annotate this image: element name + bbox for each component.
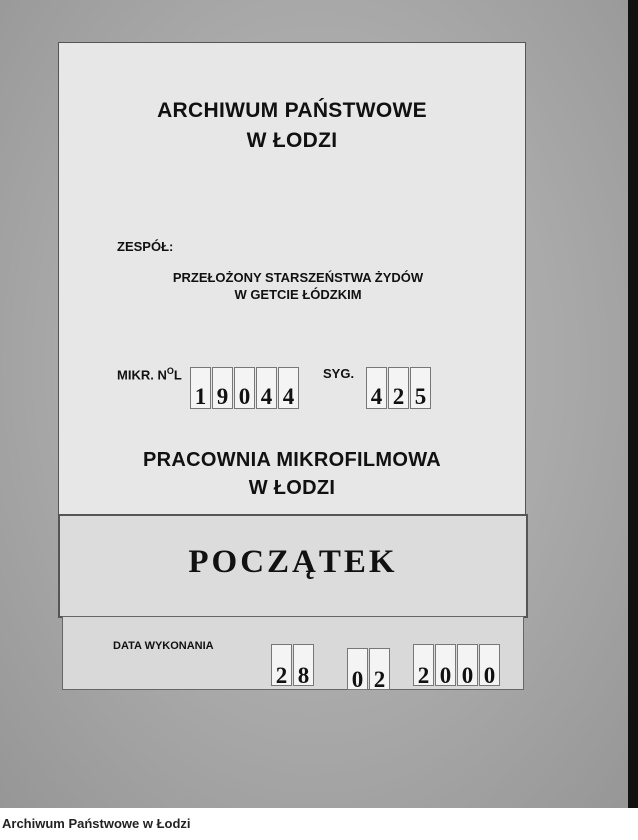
digit: 0 — [347, 648, 368, 690]
microfilm-label-sup: O — [166, 366, 174, 376]
digit: 4 — [256, 367, 277, 409]
archive-title-line1: ARCHIWUM PAŃSTWOWE — [157, 99, 427, 122]
start-label: POCZĄTEK — [188, 544, 398, 580]
digit: 5 — [410, 367, 431, 409]
lab-title-line1: PRACOWNIA MIKROFILMOWA — [142, 449, 442, 471]
digit: 0 — [435, 644, 456, 686]
digit: 0 — [479, 644, 500, 686]
date-month — [347, 648, 391, 690]
zespol-label: ZESPÓŁ: — [117, 239, 174, 254]
digit: 4 — [278, 367, 299, 409]
date-year — [413, 644, 501, 686]
microfilm-label — [117, 366, 182, 382]
digit: 0 — [234, 367, 255, 409]
date-label: DATA WYKONANIA — [113, 640, 214, 652]
digit: 1 — [190, 367, 211, 409]
signature-label: SYG. — [323, 366, 355, 381]
footer-credit: Archiwum Państwowe w Łodzi — [0, 808, 638, 840]
digit: 2 — [413, 644, 434, 686]
digit: 4 — [366, 367, 387, 409]
digit: 9 — [212, 367, 233, 409]
signature-number — [366, 367, 432, 409]
date-day — [271, 644, 315, 686]
digit: 8 — [293, 644, 314, 686]
lab-title-line2: W ŁODZI — [248, 477, 336, 499]
microfilm-label-text: MIKR. N — [117, 367, 167, 383]
archive-title-line2: W ŁODZI — [246, 129, 338, 152]
zespol-name-line2: W GETCIE ŁÓDZKIM — [234, 287, 362, 302]
digit: 0 — [457, 644, 478, 686]
digit: 2 — [271, 644, 292, 686]
digit: 2 — [388, 367, 409, 409]
zespol-name-line1: PRZEŁOŻONY STARSZEŃSTWA ŻYDÓW — [172, 270, 424, 285]
microfilm-number — [190, 367, 300, 409]
archive-card — [58, 42, 526, 518]
date-card — [62, 616, 524, 690]
start-band — [58, 514, 528, 618]
film-edge — [628, 0, 638, 808]
microfilm-label-tail: L — [173, 367, 182, 383]
digit: 2 — [369, 648, 390, 690]
